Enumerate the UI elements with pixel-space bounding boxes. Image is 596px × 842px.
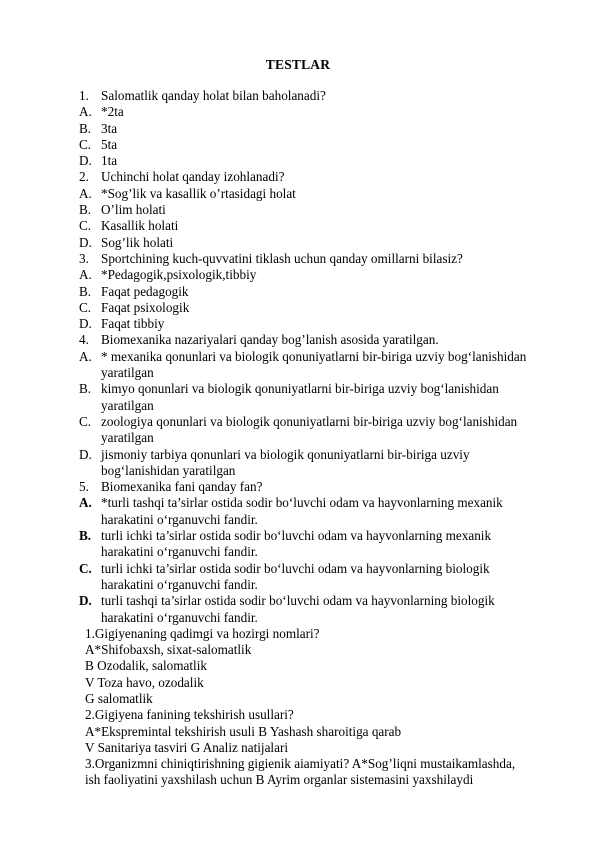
option-text: 5ta xyxy=(101,136,118,152)
option-text: Faqat pedagogik xyxy=(101,283,189,299)
question-2 xyxy=(79,169,569,185)
option-text: Kasallik holati xyxy=(101,218,179,234)
free-line: B Ozodalik, salomatlik xyxy=(85,658,207,674)
option-label: C. xyxy=(79,560,92,576)
free-line: A*Ekspremintal tekshirish usuli B Yashash sharoitiga qarab xyxy=(85,723,402,739)
option-text: Faqat psixologik xyxy=(101,299,190,315)
option-text: harakatini o‘rganuvchi fandir. xyxy=(101,576,258,592)
free-line: G salomatlik xyxy=(85,690,153,706)
option-text: * mexanika qonunlari va biologik qonuniyatlarni bir-biriga uzviy bog‘lanishidan xyxy=(101,348,527,364)
option-text: turli tashqi ta’sirlar ostida sodir bo‘luvchi odam va hayvonlarning biologik xyxy=(101,593,495,609)
question-text: Salomatlik qanday holat bilan baholanadi? xyxy=(101,88,326,103)
option-text: *Sog’lik va kasallik o’rtasidagi holat xyxy=(101,185,296,201)
option-c-cont xyxy=(79,577,569,593)
option-text: jismoniy tarbiya qonunlari va biologik qonuniyatlarni bir-biriga uzviy xyxy=(101,446,470,462)
option-label: B. xyxy=(79,120,92,136)
option-a xyxy=(79,267,569,283)
option-b xyxy=(79,284,569,300)
option-a-cont xyxy=(79,365,569,381)
question-5 xyxy=(79,479,569,495)
option-text: yaratilgan xyxy=(101,397,154,413)
option-text: turli ichki ta’sirlar ostida sodir bo‘luvchi odam va hayvonlarning biologik xyxy=(101,560,490,576)
option-d xyxy=(79,316,569,332)
free-line: A*Shifobaxsh, sixat-salomatlik xyxy=(85,642,252,658)
option-text: yaratilgan xyxy=(101,365,154,381)
option-d xyxy=(79,593,569,609)
option-text: harakatini o‘rganuvchi fandir. xyxy=(101,609,258,625)
question-number: 1. xyxy=(79,88,89,103)
question-number: 4. xyxy=(79,332,89,348)
option-text: 3ta xyxy=(101,120,118,136)
option-a xyxy=(79,104,569,120)
question-number: 2. xyxy=(79,169,89,185)
option-label: D. xyxy=(79,446,92,462)
option-text: *turli tashqi ta’sirlar ostida sodir bo‘luvchi odam va hayvonlarning mexanik xyxy=(101,495,503,511)
option-label: B. xyxy=(79,283,92,299)
option-d xyxy=(79,153,569,169)
option-c-cont xyxy=(79,430,569,446)
option-d-cont xyxy=(79,610,569,626)
option-a xyxy=(79,495,569,511)
option-text: harakatini o‘rganuvchi fandir. xyxy=(101,511,258,527)
question-number: 3. xyxy=(79,250,89,266)
option-text: bog‘lanishidan yaratilgan xyxy=(101,462,236,478)
question-text: Biomexanika fani qanday fan? xyxy=(101,479,263,495)
option-a-cont xyxy=(79,512,569,528)
free-line: 1.Gigiyenaning qadimgi va hozirgi nomlari? xyxy=(85,625,320,641)
free-line: 3.Organizmni chiniqtirishning gigienik aiamiyati? A*Sog’liqni mustaikamlashda, xyxy=(85,756,516,772)
option-label: B. xyxy=(79,202,92,218)
question-text: Sportchining kuch-quvvatini tiklash uchun qanday omillarni bilasiz? xyxy=(101,250,463,266)
option-label: B. xyxy=(79,381,92,397)
page-title: TESTLAR xyxy=(265,57,331,72)
option-c xyxy=(79,218,569,234)
free-line: V Toza havo, ozodalik xyxy=(85,674,204,690)
option-d xyxy=(79,235,569,251)
option-b-cont xyxy=(79,398,569,414)
option-label: A. xyxy=(79,348,92,364)
option-b xyxy=(79,381,569,397)
question-text: Uchinchi holat qanday izohlanadi? xyxy=(101,169,285,185)
option-text: kimyo qonunlari va biologik qonuniyatlarni bir-biriga uzviy bog‘lanishidan xyxy=(101,381,499,397)
free-line: V Sanitariya tasviri G Analiz natijalari xyxy=(85,739,289,755)
option-label: D. xyxy=(79,234,92,250)
option-b xyxy=(79,528,569,544)
free-line: ish faoliyatini yaxshilash uchun B Ayrim organlar sistemasini yaxshilaydi xyxy=(85,772,474,788)
option-b-cont xyxy=(79,544,569,560)
option-c xyxy=(79,137,569,153)
option-c xyxy=(79,300,569,316)
option-text: *2ta xyxy=(101,104,124,120)
option-c xyxy=(79,561,569,577)
question-text: Biomexanika nazariyalari qanday bog’lanish asosida yaratilgan. xyxy=(101,332,439,348)
option-label: D. xyxy=(79,316,92,332)
option-d xyxy=(79,447,569,463)
option-text: 1ta xyxy=(101,153,118,169)
question-number: 5. xyxy=(79,479,89,495)
option-text: Sog’lik holati xyxy=(101,234,174,250)
option-text: O’lim holati xyxy=(101,202,166,218)
option-label: A. xyxy=(79,104,92,120)
option-a xyxy=(79,186,569,202)
option-label: A. xyxy=(79,185,92,201)
option-label: C. xyxy=(79,299,92,315)
question-1 xyxy=(79,88,569,104)
option-text: turli ichki ta’sirlar ostida sodir bo‘luvchi odam va hayvonlarning mexanik xyxy=(101,528,492,544)
option-label: B. xyxy=(79,528,92,544)
option-label: A. xyxy=(79,495,92,511)
option-text: Faqat tibbiy xyxy=(101,316,165,332)
option-label: A. xyxy=(79,267,92,283)
option-a xyxy=(79,349,569,365)
option-text: *Pedagogik,psixologik,tibbiy xyxy=(101,267,257,283)
option-text: harakatini o‘rganuvchi fandir. xyxy=(101,544,258,560)
option-label: C. xyxy=(79,136,92,152)
option-text: yaratilgan xyxy=(101,430,154,446)
option-text: zoologiya qonunlari va biologik qonuniyatlarni bir-biriga uzviy bog‘lanishidan xyxy=(101,413,518,429)
option-d-cont xyxy=(79,463,569,479)
option-b xyxy=(79,121,569,137)
option-c xyxy=(79,414,569,430)
question-3 xyxy=(79,251,569,267)
option-b xyxy=(79,202,569,218)
option-label: D. xyxy=(79,593,92,609)
test-content xyxy=(79,88,569,789)
free-line: 2.Gigiyena fanining tekshirish usullari? xyxy=(85,707,294,723)
option-label: D. xyxy=(79,153,92,169)
option-label: C. xyxy=(79,218,92,234)
question-4 xyxy=(79,332,569,348)
option-label: C. xyxy=(79,413,92,429)
